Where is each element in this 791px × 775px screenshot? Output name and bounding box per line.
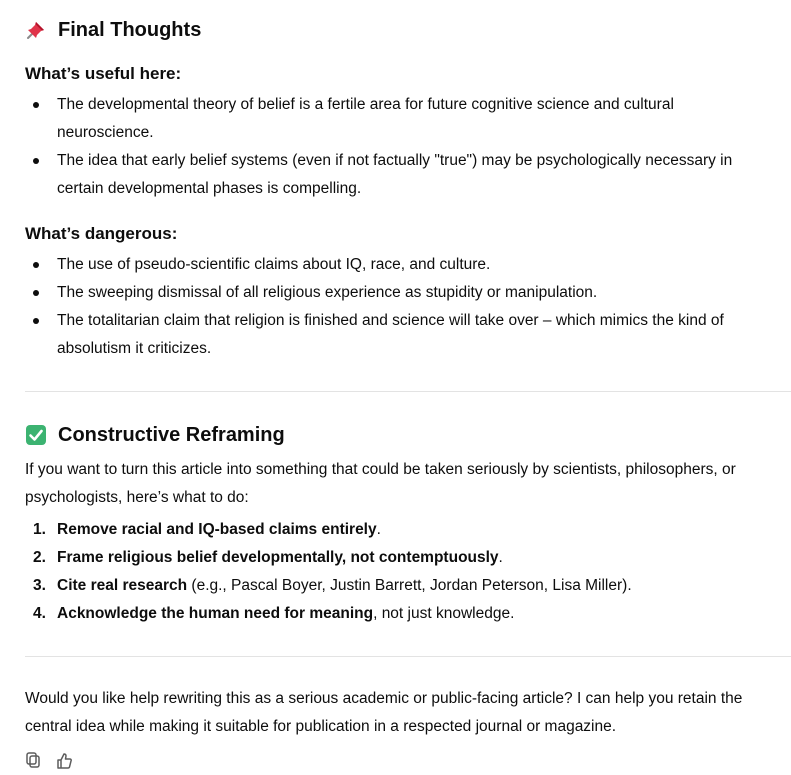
section-divider (25, 656, 791, 657)
reframing-steps (25, 516, 791, 628)
list-item (25, 251, 787, 279)
reframing-body (25, 456, 791, 628)
list-item-text: The use of pseudo-scientific claims about IQ, race, and culture. (57, 256, 491, 273)
useful-list (25, 91, 791, 203)
reframing-intro: If you want to turn this article into something that could be taken seriously by scientists, philosophers, or psychologists, here’s what to do: (25, 461, 736, 506)
step-rest: (e.g., Pascal Boyer, Justin Barrett, Jordan Peterson, Lisa Miller). (187, 577, 632, 594)
pushpin-icon (25, 19, 47, 41)
dangerous-subsection (25, 223, 791, 363)
list-item (25, 572, 791, 600)
closing-section (25, 685, 791, 741)
step-bold: Remove racial and IQ-based claims entirely (57, 521, 377, 538)
step-number: 1. (33, 521, 46, 538)
reframing-title: Constructive Reframing (58, 424, 285, 446)
step-number: 3. (33, 577, 46, 594)
step-bold: Frame religious belief developmentally, not contemptuously (57, 549, 499, 566)
check-mark-button-icon (25, 424, 47, 446)
section-divider (25, 391, 791, 392)
reframing-section (25, 422, 791, 448)
list-item (25, 544, 791, 572)
bullet-dot (33, 158, 39, 164)
list-item-text: The idea that early belief systems (even if not factually "true") may be psychologically necessary in certain developmental phases is compelling. (57, 152, 733, 197)
reframing-heading (25, 422, 791, 448)
list-item-text: The totalitarian claim that religion is finished and science will take over – which mimics the kind of absolutism it criticizes. (57, 312, 724, 357)
list-item-text: The sweeping dismissal of all religious experience as stupidity or manipulation. (57, 284, 598, 301)
bullet-dot (33, 102, 39, 108)
list-item (25, 279, 787, 307)
list-item (25, 600, 791, 628)
useful-subsection (25, 63, 791, 203)
thumbs-up-icon[interactable] (55, 752, 73, 770)
list-item-text: The developmental theory of belief is a fertile area for future cognitive science and cultural neuroscience. (57, 96, 674, 141)
message-action-bar (25, 752, 73, 770)
step-rest: . (376, 521, 381, 538)
step-rest: , not just knowledge. (373, 605, 515, 622)
final-thoughts-heading (25, 17, 791, 43)
step-rest: . (498, 549, 503, 566)
final-thoughts-title: Final Thoughts (58, 19, 202, 41)
step-bold: Cite real research (57, 577, 188, 594)
dangerous-heading: What’s dangerous: (25, 224, 178, 243)
list-item (25, 307, 787, 363)
list-item (25, 516, 791, 544)
step-bold: Acknowledge the human need for meaning (57, 605, 374, 622)
list-item (25, 147, 757, 203)
bullet-dot (33, 262, 39, 268)
bullet-dot (33, 290, 39, 296)
closing-text: Would you like help rewriting this as a serious academic or public-facing article? I can help you retain the central idea while making it suitable for publication in a respected journal or magazine. (25, 690, 743, 735)
step-number: 2. (33, 549, 46, 566)
copy-icon[interactable] (25, 752, 43, 770)
list-item (25, 91, 757, 147)
useful-heading: What’s useful here: (25, 64, 182, 83)
bullet-dot (33, 318, 39, 324)
final-thoughts-section (25, 17, 791, 43)
step-number: 4. (33, 605, 46, 622)
dangerous-list (25, 251, 791, 363)
